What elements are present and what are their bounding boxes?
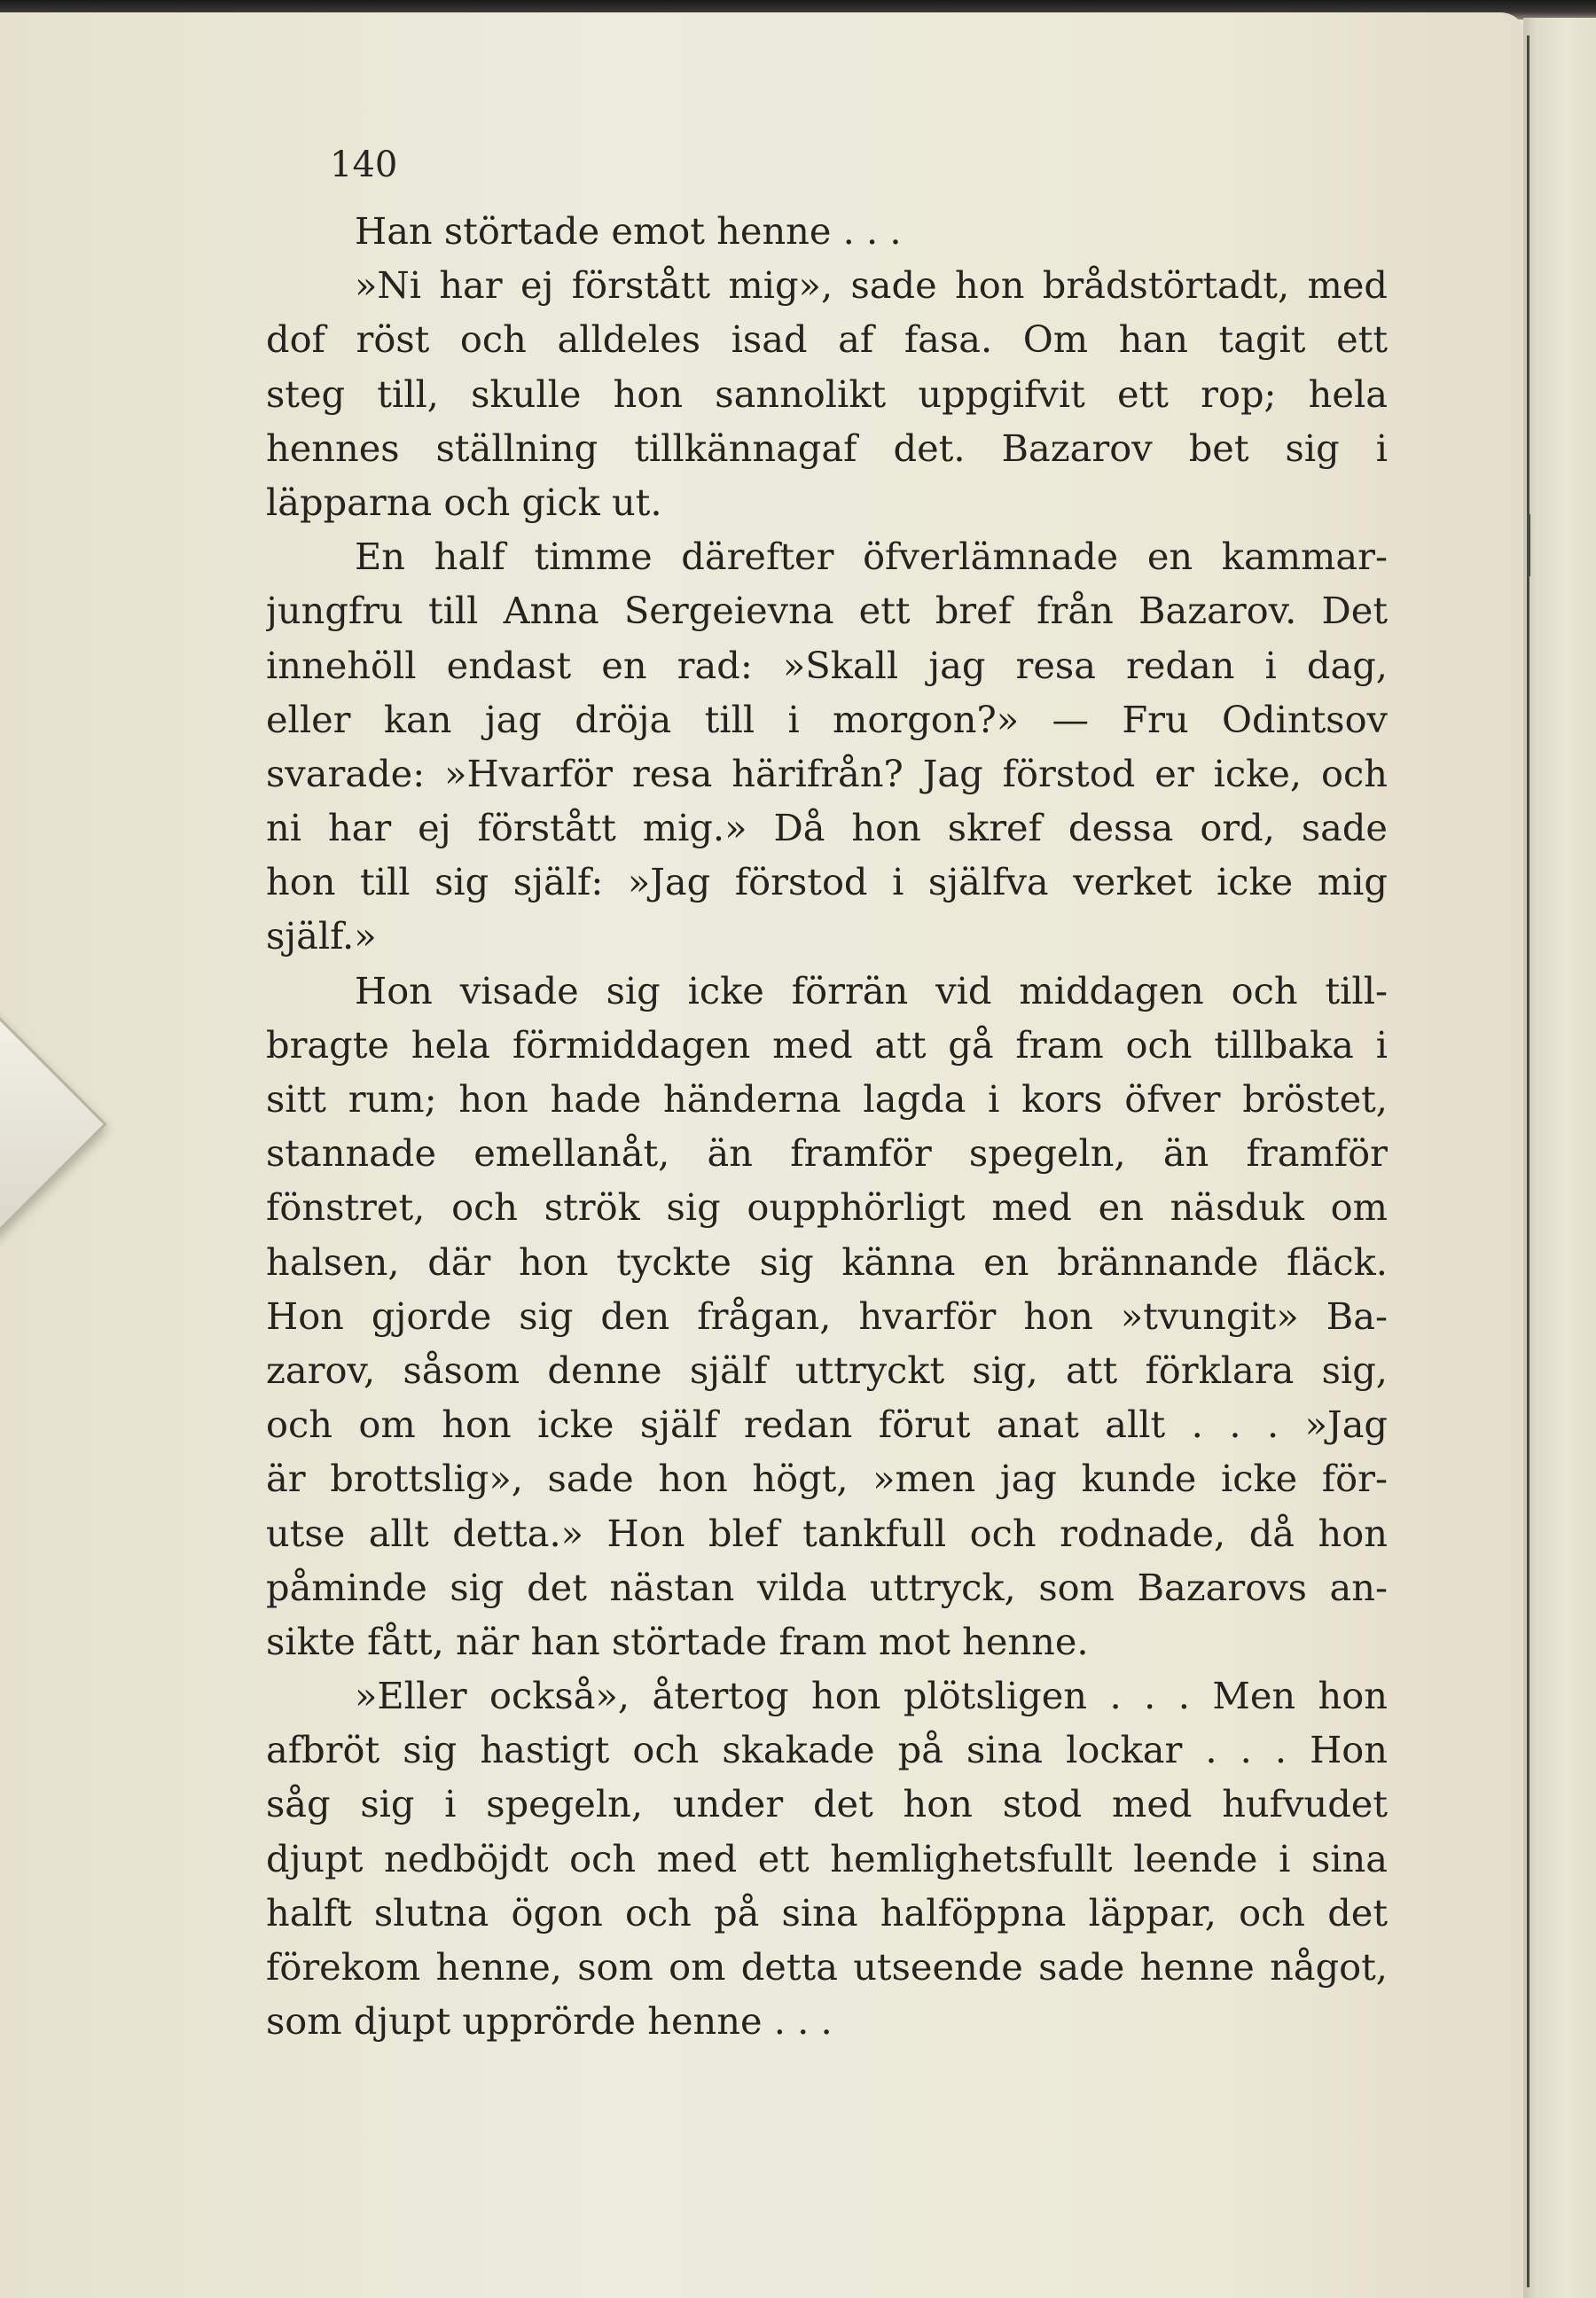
text-line: själf.» bbox=[266, 914, 377, 958]
text-line: Hon gjorde sig den frågan, hvarför hon »tvungit» Ba- bbox=[266, 1294, 1388, 1338]
text-line: En half timme därefter öfverlämnade en kammar- bbox=[355, 535, 1388, 579]
text-line: steg till, skulle hon sannolikt uppgifvit ett rop; hela bbox=[266, 371, 1388, 416]
text-line: ni har ej förstått mig.» Då hon skref dessa ord, sade bbox=[266, 806, 1388, 850]
paragraph bbox=[266, 529, 1388, 964]
text-line: »Ni har ej förstått mig», sade hon brådstörtadt, med bbox=[355, 263, 1388, 308]
text-line: utse allt detta.» Hon blef tankfull och rodnade, då hon bbox=[266, 1511, 1388, 1555]
paragraph bbox=[266, 204, 1388, 258]
text-line: såg sig i spegeln, under det hon stod med hufvudet bbox=[266, 1782, 1388, 1826]
text-line: hon till sig själf: »Jag förstod i själfva verket icke mig bbox=[266, 860, 1388, 904]
text-line: eller kan jag dröja till i morgon?» — Fru Odintsov bbox=[266, 697, 1388, 741]
book-right-edge bbox=[1523, 18, 1596, 2298]
text-line: fönstret, och strök sig oupphörligt med en näsduk om bbox=[266, 1185, 1388, 1230]
page-number: 140 bbox=[330, 145, 398, 185]
text-line: Hon visade sig icke förrän vid middagen och till- bbox=[355, 968, 1388, 1012]
text-line: påminde sig det nästan vilda uttryck, som Bazarovs an- bbox=[266, 1565, 1388, 1609]
text-line: jungfru till Anna Sergeievna ett bref från Bazarov. Det bbox=[266, 589, 1388, 633]
text-line: halsen, där hon tyckte sig känna en brännande fläck. bbox=[266, 1239, 1388, 1284]
text-line: och om hon icke själf redan förut anat allt . . . »Jag bbox=[266, 1403, 1388, 1447]
paragraph bbox=[266, 964, 1388, 1669]
text-line: innehöll endast en rad: »Skall jag resa redan i dag, bbox=[266, 643, 1388, 687]
text-line: sikte fått, när han störtade fram mot henne. bbox=[266, 1619, 1089, 1663]
text-line: svarade: »Hvarför resa härifrån? Jag förstod er icke, och bbox=[266, 751, 1388, 795]
text-line: förekom henne, som om detta utseende sade henne något, bbox=[266, 1945, 1388, 1989]
text-line: Han störtade emot henne . . . bbox=[355, 209, 902, 253]
text-line: djupt nedböjdt och med ett hemlighetsfullt leende i sina bbox=[266, 1836, 1388, 1880]
paragraph bbox=[266, 1669, 1388, 2048]
text-line: halft slutna ögon och på sina halföppna läppar, och det bbox=[266, 1890, 1388, 1935]
text-line: »Eller också», återtog hon plötsligen . . . Men hon bbox=[355, 1674, 1388, 1718]
text-line: hennes ställning tillkännagaf det. Bazarov bet sig i bbox=[266, 426, 1388, 470]
page-edge-mark bbox=[1527, 514, 1530, 576]
text-line: afbröt sig hastigt och skakade på sina lockar . . . Hon bbox=[266, 1728, 1388, 1772]
text-line: läpparna och gick ut. bbox=[266, 480, 662, 524]
text-line: sitt rum; hon hade händerna lagda i kors öfver bröstet, bbox=[266, 1077, 1388, 1121]
text-line: bragte hela förmiddagen med att gå fram och tillbaka i bbox=[266, 1022, 1388, 1067]
text-line: som djupt upprörde henne . . . bbox=[266, 1999, 833, 2044]
text-line: dof röst och alldeles isad af fasa. Om han tagit ett bbox=[266, 317, 1388, 362]
paragraph bbox=[266, 258, 1388, 529]
text-line: stannade emellanåt, än framför spegeln, än framför bbox=[266, 1131, 1388, 1176]
text-line: zarov, såsom denne själf uttryckt sig, att förklara sig, bbox=[266, 1348, 1388, 1392]
page-edge-shadow bbox=[1527, 35, 1530, 2287]
text-line: är brottslig», sade hon högt, »men jag kunde icke för- bbox=[266, 1457, 1388, 1501]
body-text bbox=[266, 204, 1388, 2048]
